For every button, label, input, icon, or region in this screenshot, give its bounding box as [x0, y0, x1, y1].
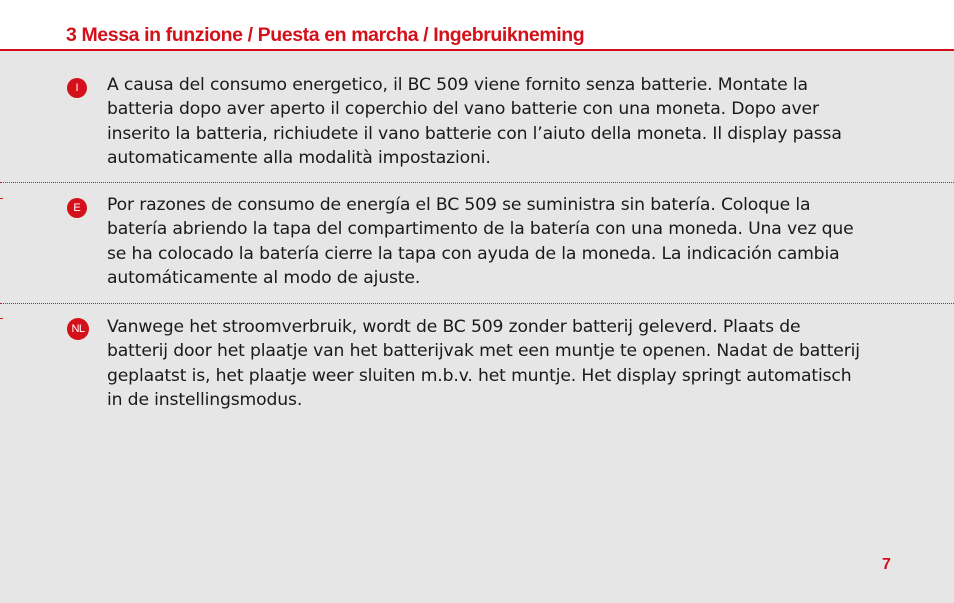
- language-badge-dutch: NL: [67, 318, 89, 340]
- page-number: 7: [882, 556, 891, 573]
- margin-tick: [0, 318, 3, 319]
- section-divider: [0, 303, 954, 304]
- page-header: [0, 0, 954, 51]
- paragraph-dutch: Vanwege het stroomverbruik, wordt de BC 509 zonder batterij geleverd. Plaats de batterij door het plaatje van het batterijvak met een muntje te openen. Nadat de batterij geplaatst is, het plaatje weer sluiten m.b.v. het muntje. Het display springt automatisch in de instellingsmodus.: [107, 317, 860, 411]
- language-badge-italian: I: [67, 78, 87, 98]
- margin-tick: [0, 198, 3, 199]
- paragraph-spanish: Por razones de consumo de energía el BC 509 se suministra sin batería. Coloque la batería abriendo la tapa del compartimento de la batería con una moneda. Una vez que se ha colocado la batería cierre la tapa con ayuda de la moneda. La indicación cambia automáticamente al modo de ajuste.: [107, 195, 854, 289]
- section-divider: [0, 182, 954, 183]
- page-title: 3 Messa in funzione / Puesta en marcha / Ingebruikneming: [66, 24, 585, 46]
- paragraph-italian: A causa del consumo energetico, il BC 509 viene fornito senza batterie. Montate la batteria dopo aver aperto il coperchio del vano batterie con una moneta. Dopo aver inserito la batteria, richiudete il vano batterie con l’aiuto della moneta. Il display passa automaticamente alla modalità impostazioni.: [107, 75, 842, 169]
- language-badge-spanish: E: [67, 198, 87, 218]
